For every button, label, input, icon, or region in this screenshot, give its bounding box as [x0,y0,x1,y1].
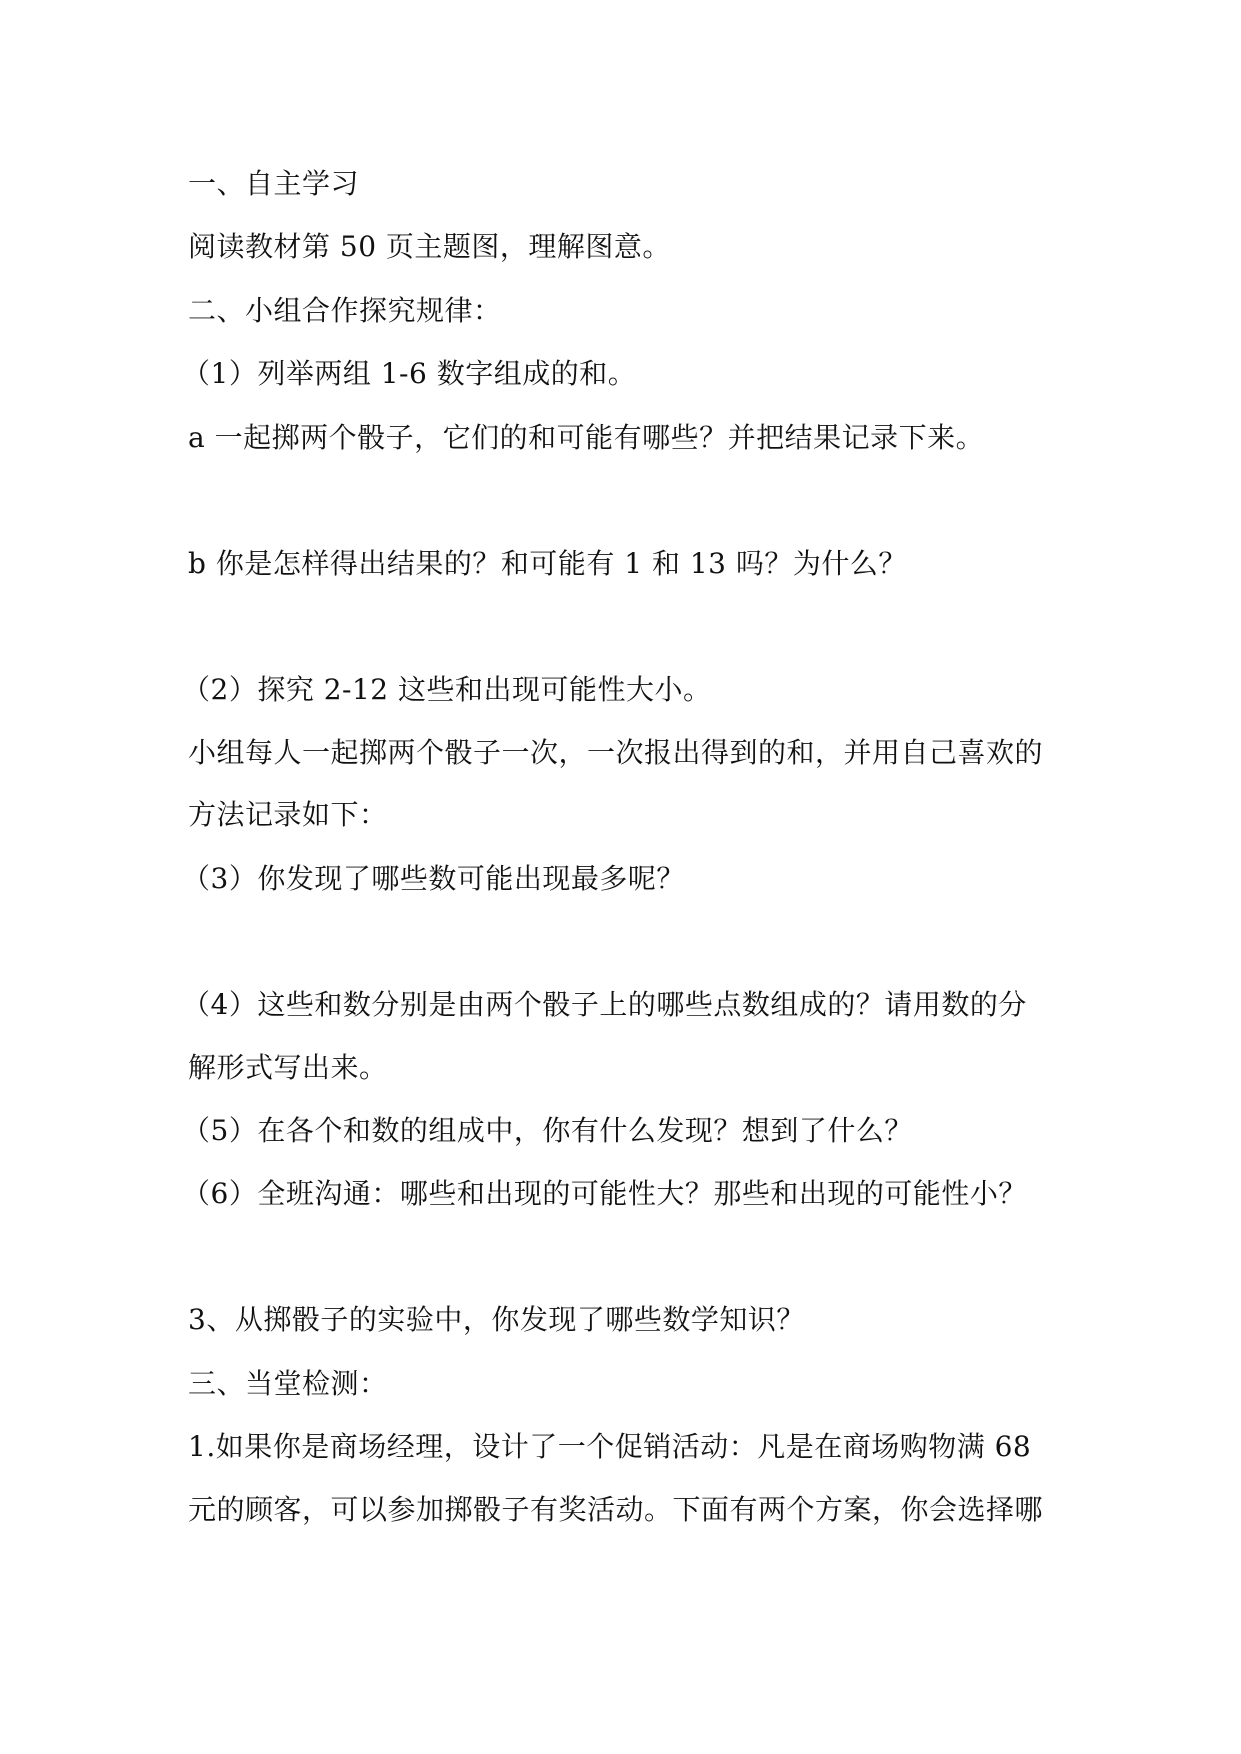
text-line: a 一起掷两个骰子，它们的和可能有哪些？并把结果记录下来。 [188,421,985,454]
text-line: （2）探究 2-12 这些和出现可能性大小。 [182,673,712,706]
text-line: 方法记录如下： [188,798,388,831]
text-line: （5）在各个和数的组成中，你有什么发现？想到了什么？ [182,1114,913,1147]
text-line: 元的顾客，可以参加掷骰子有奖活动。下面有两个方案，你会选择哪 [188,1493,1044,1526]
text-line: （4）这些和数分别是由两个骰子上的哪些点数组成的？请用数的分 [182,988,1027,1021]
text-line: 解形式写出来。 [188,1051,388,1084]
text-line: 阅读教材第 50 页主题图，理解图意。 [188,230,671,263]
text-line: （1）列举两组 1-6 数字组成的和。 [182,357,637,390]
text-line: 小组每人一起掷两个骰子一次，一次报出得到的和，并用自己喜欢的 [188,736,1044,769]
text-line: b 你是怎样得出结果的？和可能有 1 和 13 吗？为什么？ [188,547,907,580]
section-heading-class-test: 三、当堂检测： [188,1367,388,1400]
text-line: （6）全班沟通：哪些和出现的可能性大？那些和出现的可能性小？ [182,1177,1027,1210]
section-heading-group-inquiry: 二、小组合作探究规律： [188,294,502,327]
text-line: 3、从掷骰子的实验中，你发现了哪些数学知识？ [188,1303,805,1336]
section-heading-self-study: 一、自主学习 [188,167,360,200]
text-line: （3）你发现了哪些数可能出现最多呢？ [182,862,685,895]
text-line: 1.如果你是商场经理，设计了一个促销活动：凡是在商场购物满 68 [188,1430,1032,1463]
